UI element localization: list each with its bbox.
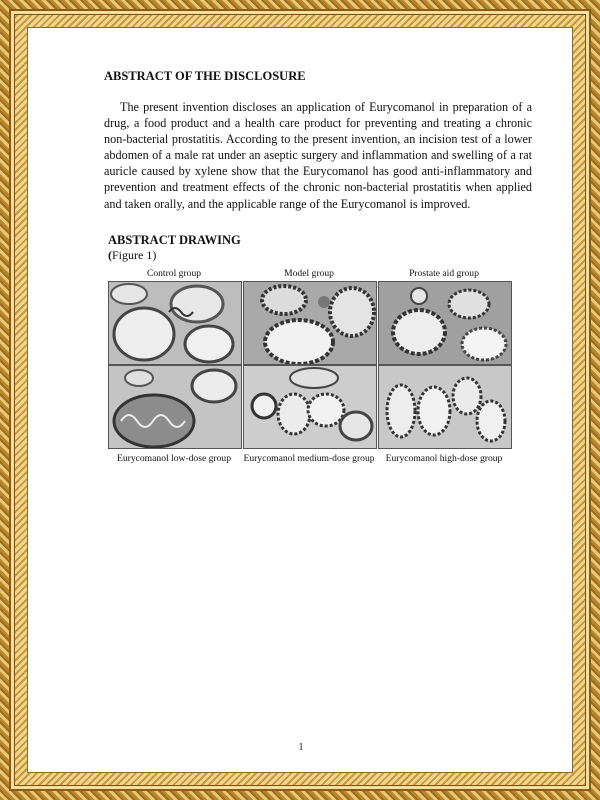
label-model-group: Model group	[284, 268, 334, 279]
figure-label-text: Figure 1)	[112, 248, 157, 262]
micrograph-model	[243, 281, 377, 365]
label-low-dose-group: Eurycomanol low-dose group	[116, 453, 232, 464]
micrograph-control	[108, 281, 242, 365]
figure-label	[108, 248, 156, 263]
abstract-title: ABSTRACT OF THE DISCLOSURE	[104, 69, 306, 83]
micrograph-low-dose	[108, 365, 242, 449]
micrograph-prostate-aid	[378, 281, 512, 365]
label-medium-dose-group: Eurycomanol medium-dose group	[243, 453, 375, 464]
figure-label-open-paren: (	[108, 248, 112, 262]
abstract-text: The present invention discloses an application of Eurycomanol in preparation of a drug, a food product and a health care product for preventing and treating a chronic non-bacterial prostatitis. According to the present invention, an incision test of a lower abdomen of a male rat under an aseptic surgery and inflammation and swelling of a rat auricle caused by xylene show that the Eurycomanol has good anti-inflammatory and prevention and treatment effects of the chronic non-bacterial prostatitis when applied and taken orally, and the applicable range of the Eurycomanol is improved.	[104, 100, 532, 211]
drawing-title: ABSTRACT DRAWING	[108, 233, 241, 247]
page-number: 1	[298, 742, 304, 753]
micrograph-medium-dose	[243, 365, 377, 449]
label-control-group: Control group	[146, 268, 202, 279]
micrograph-high-dose	[378, 365, 512, 449]
document-page	[27, 27, 573, 773]
label-prostate-aid-group: Prostate aid group	[409, 268, 479, 279]
label-high-dose-group: Eurycomanol high-dose group	[385, 453, 503, 464]
